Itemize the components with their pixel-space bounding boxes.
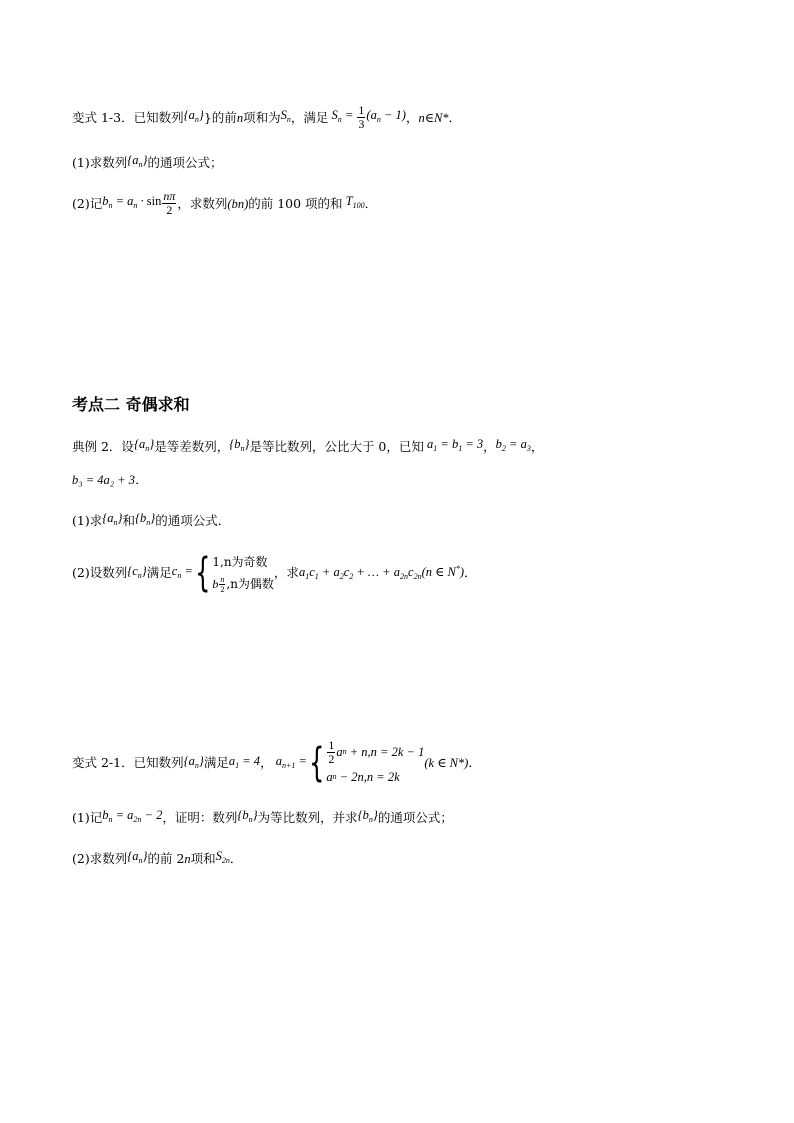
math-n-in-N: n∈N*: [418, 110, 449, 125]
variant-label: 变式 2-1．已知数列: [72, 755, 184, 770]
math-set-cn: $\{c_n\}$: [127, 563, 147, 580]
math-bn: (bn): [227, 196, 249, 211]
math-set-an: $\{a_n\}$: [183, 108, 204, 124]
left-brace: {: [309, 740, 325, 786]
math-S2n: $S_{2n}$: [215, 849, 230, 865]
math-a1: $a_1 = 4$: [228, 753, 261, 770]
piecewise-an1: $\frac{1}{2}$ a n + n,n = 2k − 1 a n − 2n,n = 2k: [326, 737, 425, 784]
left-brace: {: [195, 550, 211, 596]
variant-label: 变式 1-3．已知数列: [72, 109, 184, 125]
math-n: n: [184, 851, 191, 866]
text: (2)记: [72, 195, 103, 211]
example-2: [72, 434, 543, 459]
text: ，: [405, 109, 419, 125]
text: 满足: [146, 565, 172, 580]
text: ．: [464, 565, 477, 580]
text: (1)记: [72, 809, 103, 825]
math-set-bn: $\{b_n\}$: [229, 437, 250, 453]
piecewise-cn: 1,n为奇数 b $\frac{n}{2}$ ,n为偶数: [212, 555, 274, 594]
variant-2-1-q2: [72, 846, 242, 871]
math-set-bn: $\{b_n\}$: [237, 808, 258, 824]
text: 为等比数列，并求: [257, 809, 358, 825]
problem-variant-2-1: [72, 738, 481, 788]
math-Sn: $S_n$: [280, 108, 291, 124]
math-sum: $a_1c_1 + a_2c_2$ + … + $a_{2n}c_{2n}(n$ ∈ N*): [298, 564, 465, 581]
math-set-an: $\{a_n\}$: [133, 437, 155, 453]
problem-variant-1-3: [72, 104, 461, 131]
text: ．: [364, 195, 378, 211]
text: 是等比数列，公比大于 0，已知: [249, 438, 424, 454]
text: 满足: [203, 755, 229, 770]
text: 的通项公式；: [147, 154, 223, 170]
math-b3: b₃ = 4a₂ + 3．: [72, 473, 148, 487]
text: 的通项公式；: [377, 809, 453, 825]
math-set-an: $\{a_n\}$: [127, 849, 148, 865]
question-1: [72, 150, 222, 175]
text: (1)求: [72, 512, 103, 528]
section-heading: 考点二 奇偶求和: [72, 395, 190, 414]
text: 的通项公式．: [155, 512, 231, 528]
math-k-in-N: (k ∈ N*): [424, 756, 469, 770]
example-2-line2: [72, 470, 148, 490]
math-Sn-eq: $S_n$ =: [331, 108, 357, 124]
text: 是等差数列，: [154, 438, 230, 454]
math-bn-def: $b_n = a_{2n} - 2$: [102, 808, 163, 824]
example-2-q1: [72, 508, 230, 533]
example-label: 典例 2．设: [72, 438, 134, 454]
text: 和: [122, 512, 135, 528]
math-set-an: $\{a_n\}$: [127, 153, 148, 169]
text: ，求: [273, 565, 299, 580]
math-T100: $T_{100}$: [345, 194, 365, 210]
text: 项和: [190, 850, 216, 866]
math-cn-eq: $c_n$ =: [171, 563, 193, 580]
fraction-npi-over-2: $\frac{n\pi}{2}$: [163, 189, 176, 217]
text: ，: [483, 438, 496, 454]
math-an1: $a_{n+1}$ =: [275, 753, 307, 770]
fraction-one-third: $\frac{1}{3}$: [358, 103, 365, 131]
text: ，求数列: [177, 195, 228, 211]
text: ，满足: [290, 109, 329, 125]
math-n: n: [236, 110, 244, 125]
text: ，证明：数列: [162, 809, 238, 825]
text: }的前: [203, 109, 237, 125]
text: (1)求数列: [72, 154, 128, 170]
math-set-bn: $\{b_n\}$: [134, 511, 156, 527]
text: (2)设数列: [72, 565, 128, 580]
math-a1-b1: $a_1 = b_1 = 3$: [427, 437, 484, 453]
text: ．: [448, 109, 462, 125]
math-an-minus-1: $(a_n - 1)$: [366, 108, 406, 124]
math-set-an: $\{a_n\}$: [102, 511, 123, 527]
question-2: [72, 190, 377, 217]
text: 的前 100 项的和: [248, 195, 343, 211]
text: ．: [229, 850, 243, 866]
math-b2-a3: $b_2 = a_3$: [495, 437, 531, 453]
text: ，: [260, 755, 273, 770]
variant-2-1-q1: [72, 805, 453, 830]
text: 的前 2: [147, 850, 185, 866]
example-2-q2: [72, 548, 477, 598]
text: ．: [468, 755, 481, 770]
text: ，: [530, 438, 544, 454]
math-set-an: $\{a_n\}$: [183, 753, 204, 770]
math-set-bn: $\{b_n\}$: [357, 808, 378, 824]
text: (2)求数列: [72, 850, 128, 866]
math-bn-def: $b_n = a_n \cdot \sin$: [102, 194, 162, 210]
text: 项和为: [243, 109, 281, 125]
